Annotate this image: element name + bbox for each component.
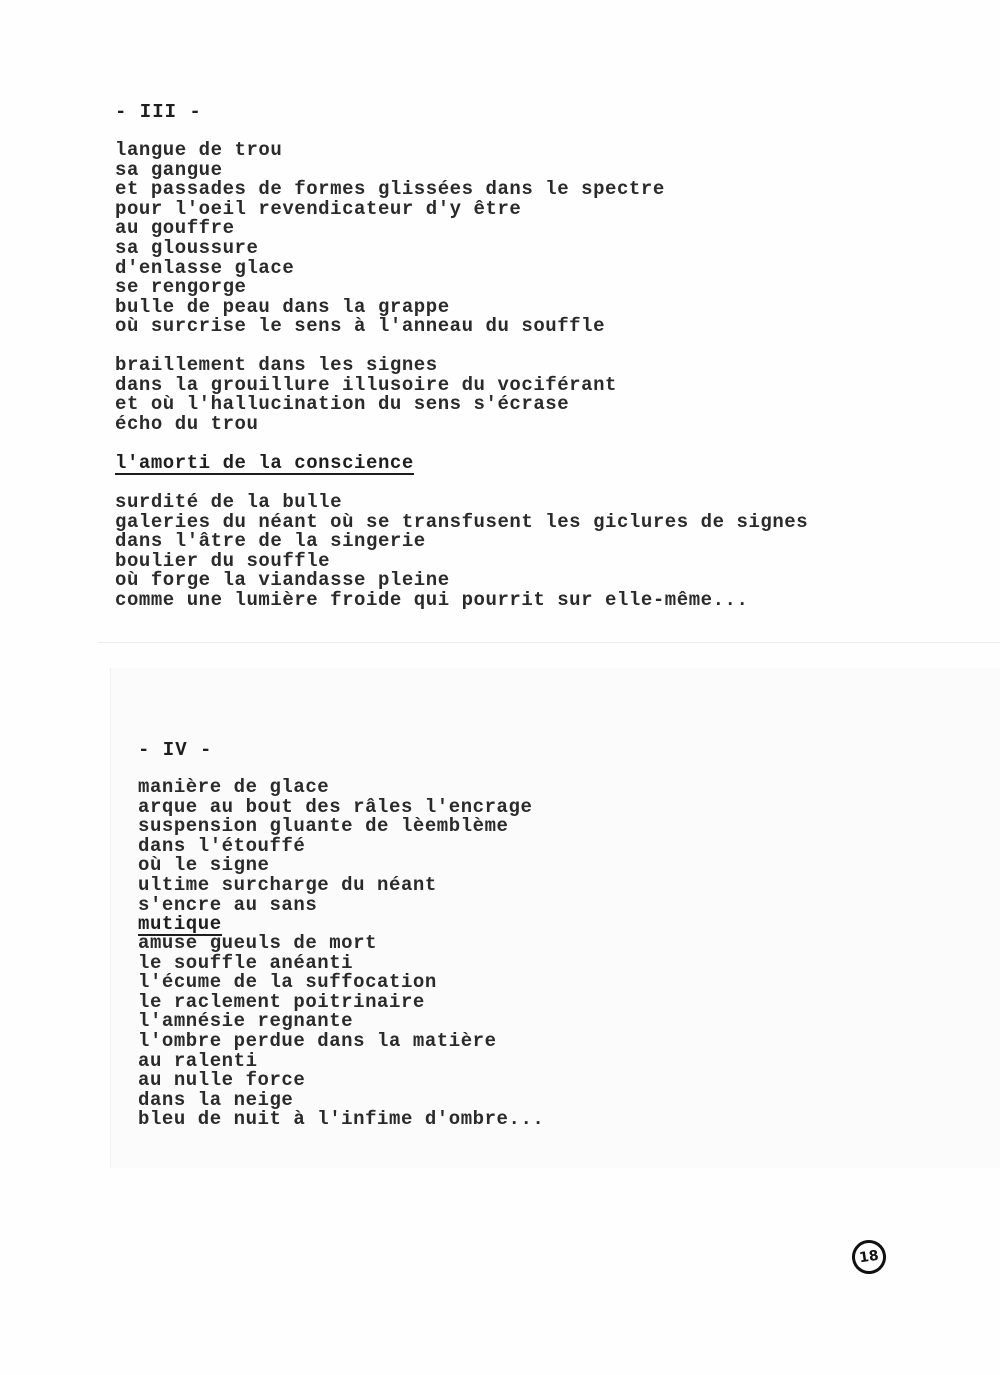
poem-line: bleu de nuit à l'infime d'ombre... bbox=[138, 1108, 545, 1131]
poem-line: l'amnésie regnante bbox=[138, 1010, 354, 1033]
section-iii-stanza-2 bbox=[115, 356, 617, 434]
poem-line: galeries du néant où se transfusent les giclures de signes bbox=[115, 510, 809, 533]
page-number: 18 bbox=[850, 1238, 888, 1276]
poem-line: s'encre au sans bbox=[138, 893, 318, 916]
section-iii-subheading: l'amorti de la conscience bbox=[115, 452, 414, 474]
poem-line: au ralenti bbox=[138, 1049, 258, 1072]
poem-line: suspension gluante de lèemblème bbox=[138, 815, 509, 838]
poem-line: le souffle anéanti bbox=[138, 951, 354, 974]
poem-line: et passades de formes glissées dans le spectre bbox=[115, 178, 665, 201]
poem-line: au gouffre bbox=[115, 217, 235, 240]
poem-line: écho du trou bbox=[115, 412, 259, 435]
poem-line: sa gangue bbox=[115, 158, 223, 181]
poem-line: dans l'étouffé bbox=[138, 834, 306, 857]
poem-line: sa gloussure bbox=[115, 236, 259, 259]
poem-line: surdité de la bulle bbox=[115, 491, 343, 513]
poem-line: dans la grouillure illusoire du vociférant bbox=[115, 373, 617, 396]
poem-line: manière de glace bbox=[138, 776, 330, 798]
poem-line: dans la neige bbox=[138, 1088, 294, 1111]
poem-line: bulle de peau dans la grappe bbox=[115, 295, 450, 318]
poem-line: et où l'hallucination du sens s'écrase bbox=[115, 393, 570, 416]
section-iv-stanza-1 bbox=[138, 778, 532, 915]
poem-line: arque au bout des râles l'encrage bbox=[138, 795, 533, 818]
poem-line: d'enlasse glace bbox=[115, 256, 295, 279]
poem-line: braillement dans les signes bbox=[115, 354, 438, 376]
poem-line: au nulle force bbox=[138, 1069, 306, 1092]
section-iv-stanza-2 bbox=[138, 934, 544, 1130]
section-iii-stanza-3 bbox=[115, 493, 808, 611]
poem-line: comme une lumière froide qui pourrit sur elle-même... bbox=[115, 588, 749, 611]
poem-line: où le signe bbox=[138, 854, 270, 877]
poem-line: le raclement poitrinaire bbox=[138, 990, 425, 1013]
poem-line: où forge la viandasse pleine bbox=[115, 569, 450, 592]
paste-edge bbox=[98, 612, 1000, 643]
section-iii-heading: - III - bbox=[115, 101, 202, 123]
poem-line: boulier du souffle bbox=[115, 549, 331, 572]
poem-line: pour l'oeil revendicateur d'y être bbox=[115, 197, 522, 220]
poem-line: l'écume de la suffocation bbox=[138, 971, 437, 994]
poem-line: où surcrise le sens à l'anneau du souffle bbox=[115, 315, 606, 338]
poem-line: ultime surcharge du néant bbox=[138, 873, 437, 896]
section-iv-heading: - IV - bbox=[138, 739, 213, 761]
section-iii-stanza-1 bbox=[115, 141, 665, 337]
poem-line: se rengorge bbox=[115, 276, 247, 299]
poem-line: amuse gueuls de mort bbox=[138, 932, 378, 954]
poem-line: dans l'âtre de la singerie bbox=[115, 530, 426, 553]
poem-line: langue de trou bbox=[115, 139, 283, 161]
poem-line: l'ombre perdue dans la matière bbox=[138, 1029, 497, 1052]
section-iv-underlined-word: mutique bbox=[138, 913, 222, 935]
